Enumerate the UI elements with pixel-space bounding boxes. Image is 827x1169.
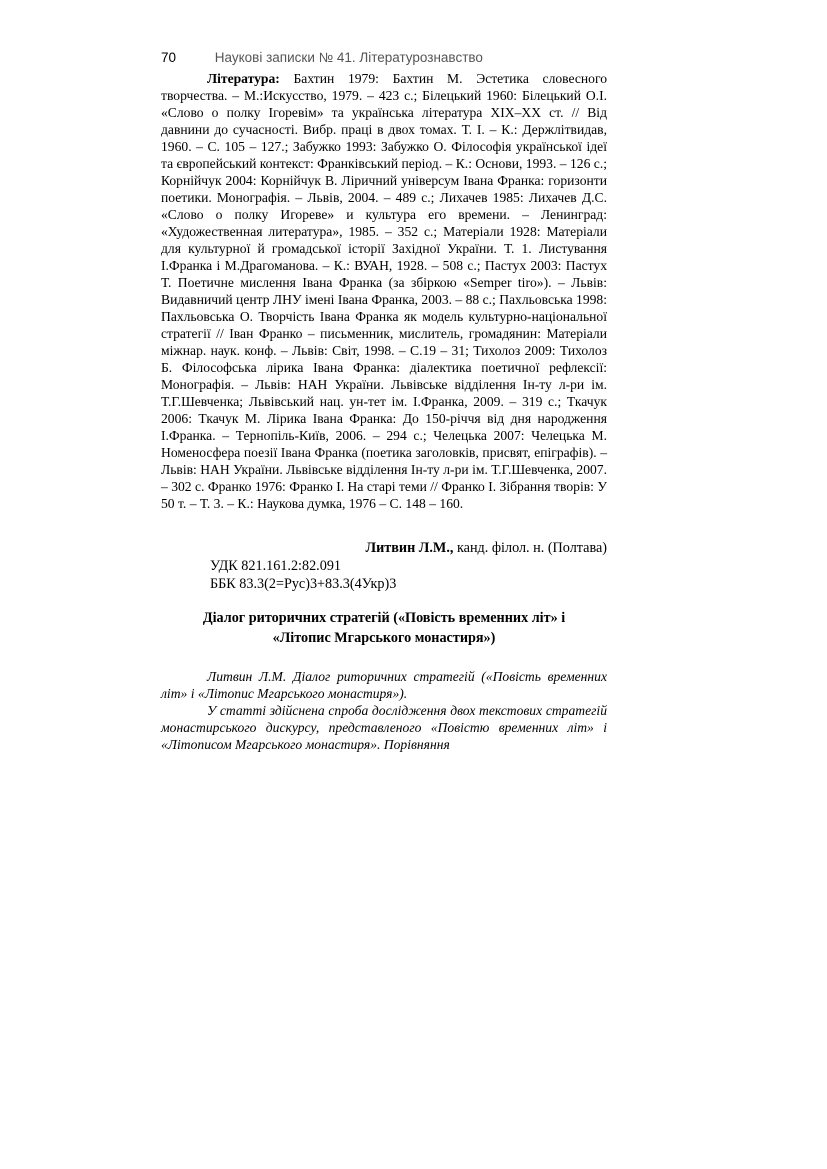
page-header bbox=[161, 50, 621, 70]
author-affiliation: канд. філол. н. (Полтава) bbox=[453, 540, 607, 556]
author-line bbox=[161, 539, 607, 557]
references-label: Література: bbox=[207, 71, 280, 86]
udc-code: УДК 821.161.2:82.091 bbox=[210, 558, 342, 574]
article-title bbox=[161, 608, 607, 648]
abstract-text: У статті здійснена спроба дослідження двох текстових стратегій монастирського дискурсу, представленого «Повістю временних літ» і «Літописом Мгарського монастиря». Порівняння bbox=[161, 703, 607, 752]
page-number: 70 bbox=[161, 50, 177, 65]
abstract-section bbox=[161, 668, 607, 753]
author-name: Литвин Л.М., bbox=[365, 540, 454, 556]
abstract-citation: Литвин Л.М. Діалог риторичних стратегій («Повість временних літ» і «Літопис Мгарського монастиря»). bbox=[161, 669, 607, 701]
running-title: Наукові записки № 41. Літературознавство bbox=[214, 50, 483, 65]
references-text: Бахтин 1979: Бахтин М. Эстетика словесного творчества. – М.:Искусство, 1979. – 423 с.; Білецький 1960: Білецький О.І. «Слово о полку Ігоревім» та українська література XIX–XX ст. // Від давнини до сучасності. Вибр. праці в двох томах. Т. І. – К.: Держлітвидав, 1960. – С. 105 – 127.; Забужко 1993: Забужко О. Філософія української ідеї та європейський контекст: Франківський період. – К.: Основи, 1993. – 126 с.; Корнійчук 2004: Корнійчук В. Ліричний універсум Івана Франка: горизонти поетики. Монографія. – Львів, 2004. – 489 с.; Лихачев 1985: Лихачев Д.С. «Слово о полку Игореве» и культура его времени. – Ленинград: «Художественная литература», 1985. – 352 с.; Матеріали 1928: Матеріали для культурної й громадської історії Західної України. Т. 1. Листування І.Франка і М.Драгоманова. – К.: ВУАН, 1928. – 508 с.; Пастух 2003: Пастух Т. Поетичне мислення Івана Франка (за збіркою «Semper tiro»). – Львів: Видавничий центр ЛНУ імені Івана Франка, 2003. – 88 с.; Пахльовська 1998: Пахльовська О. Творчість Івана Франка як модель культурно-національної стратегії // Іван Франко – письменник, мислитель, громадянин: Матеріали міжнар. наук. конф. – Львів: Світ, 1998. – С.19 – 31; Тихолоз 2009: Тихолоз Б. Філософська лірика Івана Франка: діалектика поетичної рефлексії: Монографія. – Львів: НАН України. Львівське відділення Ін-ту л-ри ім. Т.Г.Шевченка; Львівський нац. ун-тет ім. І.Франка, 2009. – 319 с.; Ткачук 2006: Ткачук М. Лірика Івана Франка: До 150-річчя від дня народження І.Франка. – Тернопіль-Київ, 2006. – 294 с.; Челецька 2007: Челецька М. Номеносфера поезії Івана Франка (поетика заголовків, присвят, епіграфів). – Львів: НАН України. Львівське відділення Ін-ту л-ри ім. Т.Г.Шевченка, 2007. – 302 с. Франко 1976: Франко І. На старі теми // Франко І. Зібрання творів: У 50 т. – Т. 3. – К.: Наукова думка, 1976 – С. 148 – 160. bbox=[161, 71, 608, 511]
article-title-line-2: «Літопис Мгарського монастиря») bbox=[272, 630, 496, 646]
classification-codes bbox=[210, 557, 396, 593]
references-section bbox=[161, 70, 607, 512]
bbk-code: ББК 83.3(2=Рус)3+83.3(4Укр)3 bbox=[210, 576, 397, 592]
article-title-line-1: Діалог риторичних стратегій («Повість временних літ» і bbox=[202, 610, 566, 626]
